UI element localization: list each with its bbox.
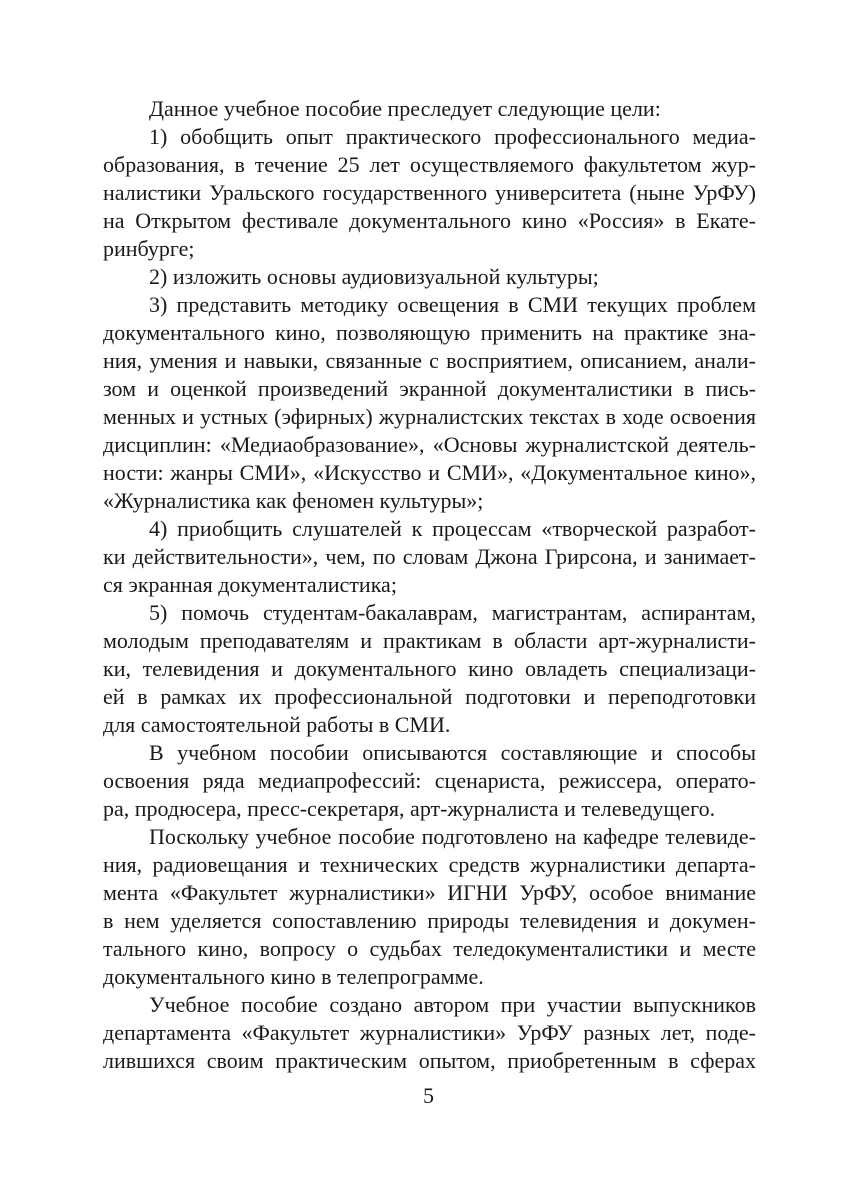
text-line: ности: жанры СМИ», «Искусство и СМИ», «Документальное кино», <box>103 460 756 485</box>
text-line: ки действительности», чем, по словам Джона Грирсона, и занимает- <box>103 544 756 569</box>
text-line: ей в рамках их профессиональной подготовки и переподготовки <box>103 684 756 709</box>
text-line: образования, в течение 25 лет осуществляемого факультетом жур- <box>103 152 756 177</box>
text-line: ния, радиовещания и технических средств журналистики департа- <box>103 852 756 877</box>
text-line: 5) помочь студентам-бакалаврам, магистрантам, аспирантам, <box>149 600 756 625</box>
text-line: 2) изложить основы аудиовизуальной культуры; <box>149 264 599 289</box>
text-line: ся экранная документалистика; <box>103 572 397 597</box>
text-line: ра, продюсера, пресс-секретаря, арт-журналиста и телеведущего. <box>103 796 716 821</box>
text-line: на Открытом фестивале документального кино «Россия» в Екате- <box>103 208 756 233</box>
text-line: документального кино, позволяющую применить на практике зна- <box>103 320 756 345</box>
text-line: лившихся своим практическим опытом, приобретенным в сферах <box>103 1048 756 1073</box>
text-line: ки, телевидения и документального кино овладеть специализаци- <box>103 656 756 681</box>
text-line: 3) представить методику освещения в СМИ текущих проблем <box>149 292 756 317</box>
text-line: освоения ряда медиапрофессий: сценариста, режиссера, операто- <box>103 768 756 793</box>
text-line: документального кино в телепрограмме. <box>103 964 484 989</box>
text-line: менных и устных (эфирных) журналистских текстах в ходе освоения <box>103 404 756 429</box>
text-line: дисциплин: «Медиаобразование», «Основы журналистской деятель- <box>103 432 756 457</box>
text-line: Учебное пособие создано автором при участии выпускников <box>149 992 756 1017</box>
text-line: департамента «Факультет журналистики» УрФУ разных лет, поде- <box>103 1020 756 1045</box>
text-line: налистики Уральского государственного университета (ныне УрФУ) <box>103 180 756 205</box>
text-line: ринбурге; <box>103 236 195 261</box>
text-line: в нем уделяется сопоставлению природы телевидения и докумен- <box>103 908 756 933</box>
text-line: тального кино, вопросу о судьбах теледокументалистики и месте <box>103 936 756 961</box>
text-line: для самостоятельной работы в СМИ. <box>103 712 451 737</box>
text-line: В учебном пособии описываются составляющие и способы <box>149 740 756 765</box>
page-number: 5 <box>423 1083 434 1108</box>
text-line: Данное учебное пособие преследует следующие цели: <box>149 96 661 121</box>
text-line: зом и оценкой произведений экранной документалистики в пись- <box>103 376 756 401</box>
text-line: мента «Факультет журналистики» ИГНИ УрФУ, особое внимание <box>103 880 756 905</box>
text-line: ния, умения и навыки, связанные с восприятием, описанием, анали- <box>103 348 756 373</box>
text-line: молодым преподавателям и практикам в области арт-журналисти- <box>103 628 756 653</box>
text-line: 4) приобщить слушателей к процессам «творческой разработ- <box>149 516 756 541</box>
text-line: «Журналистика как феномен культуры»; <box>103 488 484 513</box>
text-line: Поскольку учебное пособие подготовлено на кафедре телевиде- <box>149 824 756 849</box>
text-line: 1) обобщить опыт практического профессионального медиа- <box>149 124 756 149</box>
